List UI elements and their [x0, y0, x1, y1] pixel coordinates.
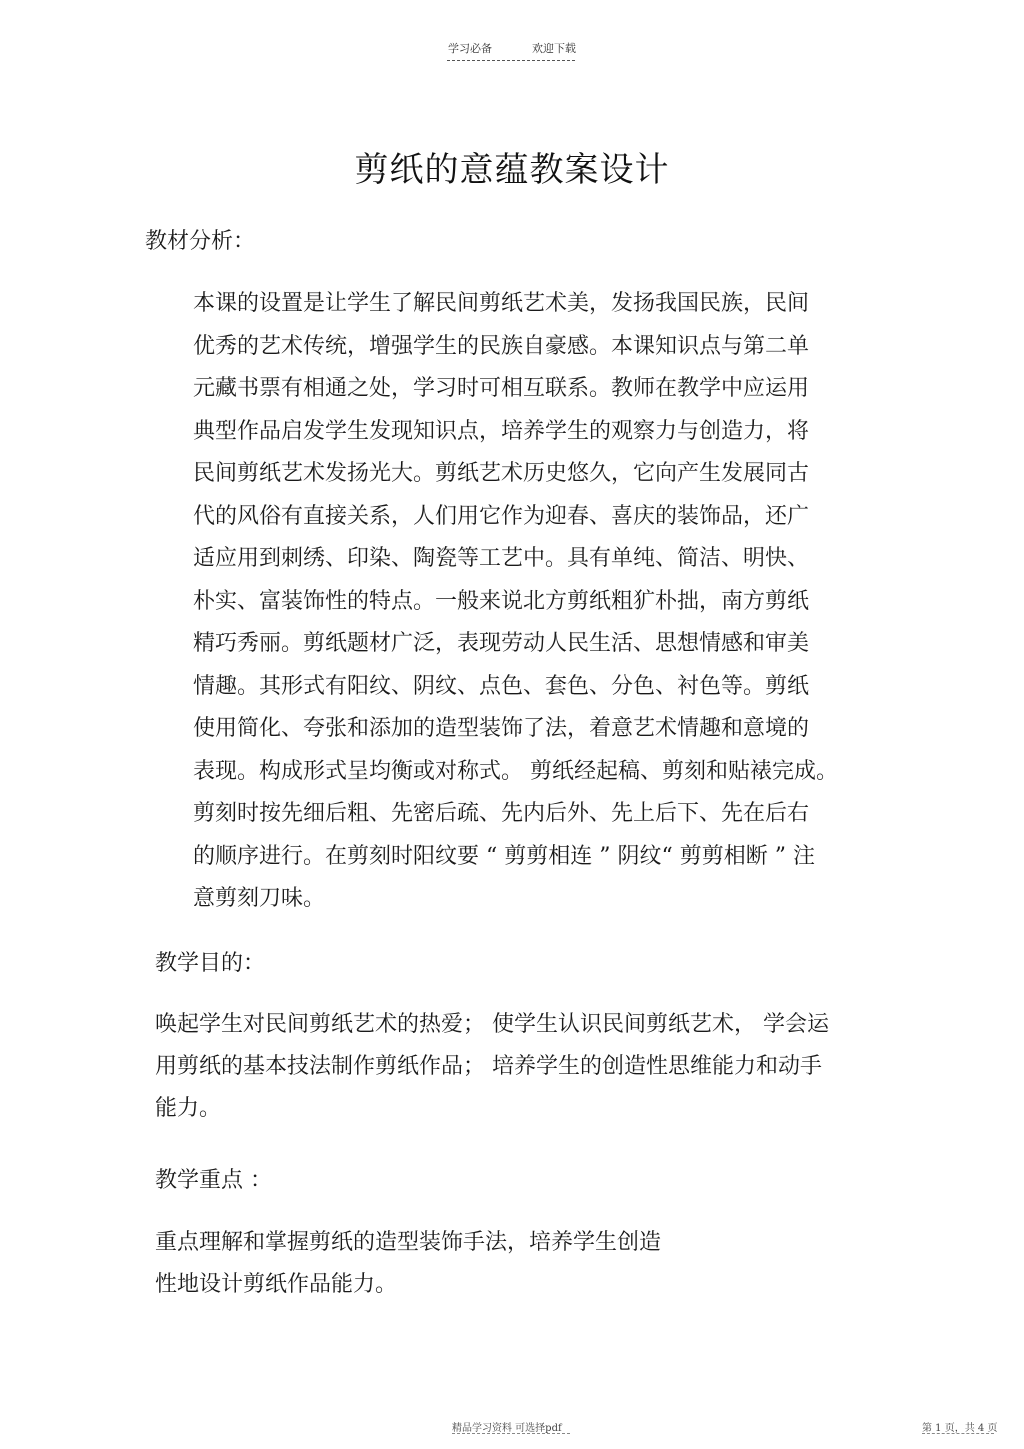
paragraph-line: 民间剪纸艺术发扬光大。剪纸艺术历史悠久，它向产生发展同古	[193, 461, 810, 486]
paragraph-line: 优秀的艺术传统，增强学生的民族自豪感。本课知识点与第二单	[193, 333, 810, 359]
teaching-focus-paragraph	[155, 1222, 875, 1306]
paragraph-line: 的顺序进行。在剪刻时阳纹要 “ 剪剪相连 ” 阴纹“ 剪剪相断 ” 注	[193, 843, 815, 869]
paragraph-line: 重点理解和掌握剪纸的造型装饰手法，培养学生创造	[155, 1230, 662, 1255]
paragraph-line: 精巧秀丽。剪纸题材广泛，表现劳动人民生活、思想情感和审美	[193, 631, 810, 656]
footer-left-divider	[452, 1433, 570, 1434]
footer-left-text: 精品学习资料 可选择pdf	[452, 1423, 562, 1434]
paragraph-line: 适应用到刺绣、印染、陶瓷等工艺中。具有单纯、简洁、明快、	[193, 546, 810, 571]
document-title: 剪纸的意蕴教案设计	[354, 150, 670, 190]
material-analysis-paragraph	[193, 283, 883, 921]
page-header	[444, 40, 580, 60]
paragraph-line: 唤起学生对民间剪纸艺术的热爱； 使学生认识民间剪纸艺术， 学会运	[155, 1012, 829, 1037]
paragraph-line: 表现。构成形式呈均衡或对称式。 剪纸经起稿、剪刻和贴裱完成。	[193, 758, 838, 784]
footer-right-divider	[922, 1433, 994, 1434]
section-heading-material-analysis: 教材分析：	[145, 229, 256, 254]
paragraph-line: 本课的设置是让学生了解民间剪纸艺术美，发扬我国民族，民间	[193, 291, 810, 316]
paragraph-line: 剪刻时按先细后粗、先密后疏、先内后外、先上后下、先在后右	[193, 801, 810, 826]
paragraph-line: 使用简化、夸张和添加的造型装饰了法，着意艺术情趣和意境的	[193, 716, 810, 741]
paragraph-line: 意剪刻刀味。	[193, 886, 326, 911]
header-right-text: 欢迎下载	[532, 42, 576, 55]
paragraph-line: 典型作品启发学生发现知识点，培养学生的观察力与创造力，将	[193, 418, 810, 444]
paragraph-line: 性地设计剪纸作品能力。	[155, 1272, 398, 1297]
paragraph-line: 朴实、富装饰性的特点。一般来说北方剪纸粗犷朴拙，南方剪纸	[193, 588, 810, 614]
header-left-text: 学习必备	[448, 42, 492, 55]
paragraph-line: 能力。	[155, 1096, 222, 1121]
section-heading-teaching-focus: 教学重点 ：	[155, 1168, 272, 1193]
paragraph-line: 情趣。其形式有阳纹、阴纹、点色、套色、分色、衬色等。剪纸	[193, 673, 810, 699]
paragraph-line: 元藏书票有相通之处，学习时可相互联系。教师在教学中应运用	[193, 376, 810, 401]
section-heading-teaching-objectives: 教学目的：	[155, 951, 266, 976]
paragraph-line: 用剪纸的基本技法制作剪纸作品； 培养学生的创造性思维能力和动手	[155, 1054, 822, 1079]
paragraph-line: 代的风俗有直接关系，人们用它作为迎春、喜庆的装饰品，还广	[193, 503, 810, 529]
header-divider	[447, 60, 575, 61]
teaching-objectives-paragraph	[155, 1004, 875, 1130]
footer-page-number: 第 1 页，共 4 页	[922, 1423, 998, 1434]
